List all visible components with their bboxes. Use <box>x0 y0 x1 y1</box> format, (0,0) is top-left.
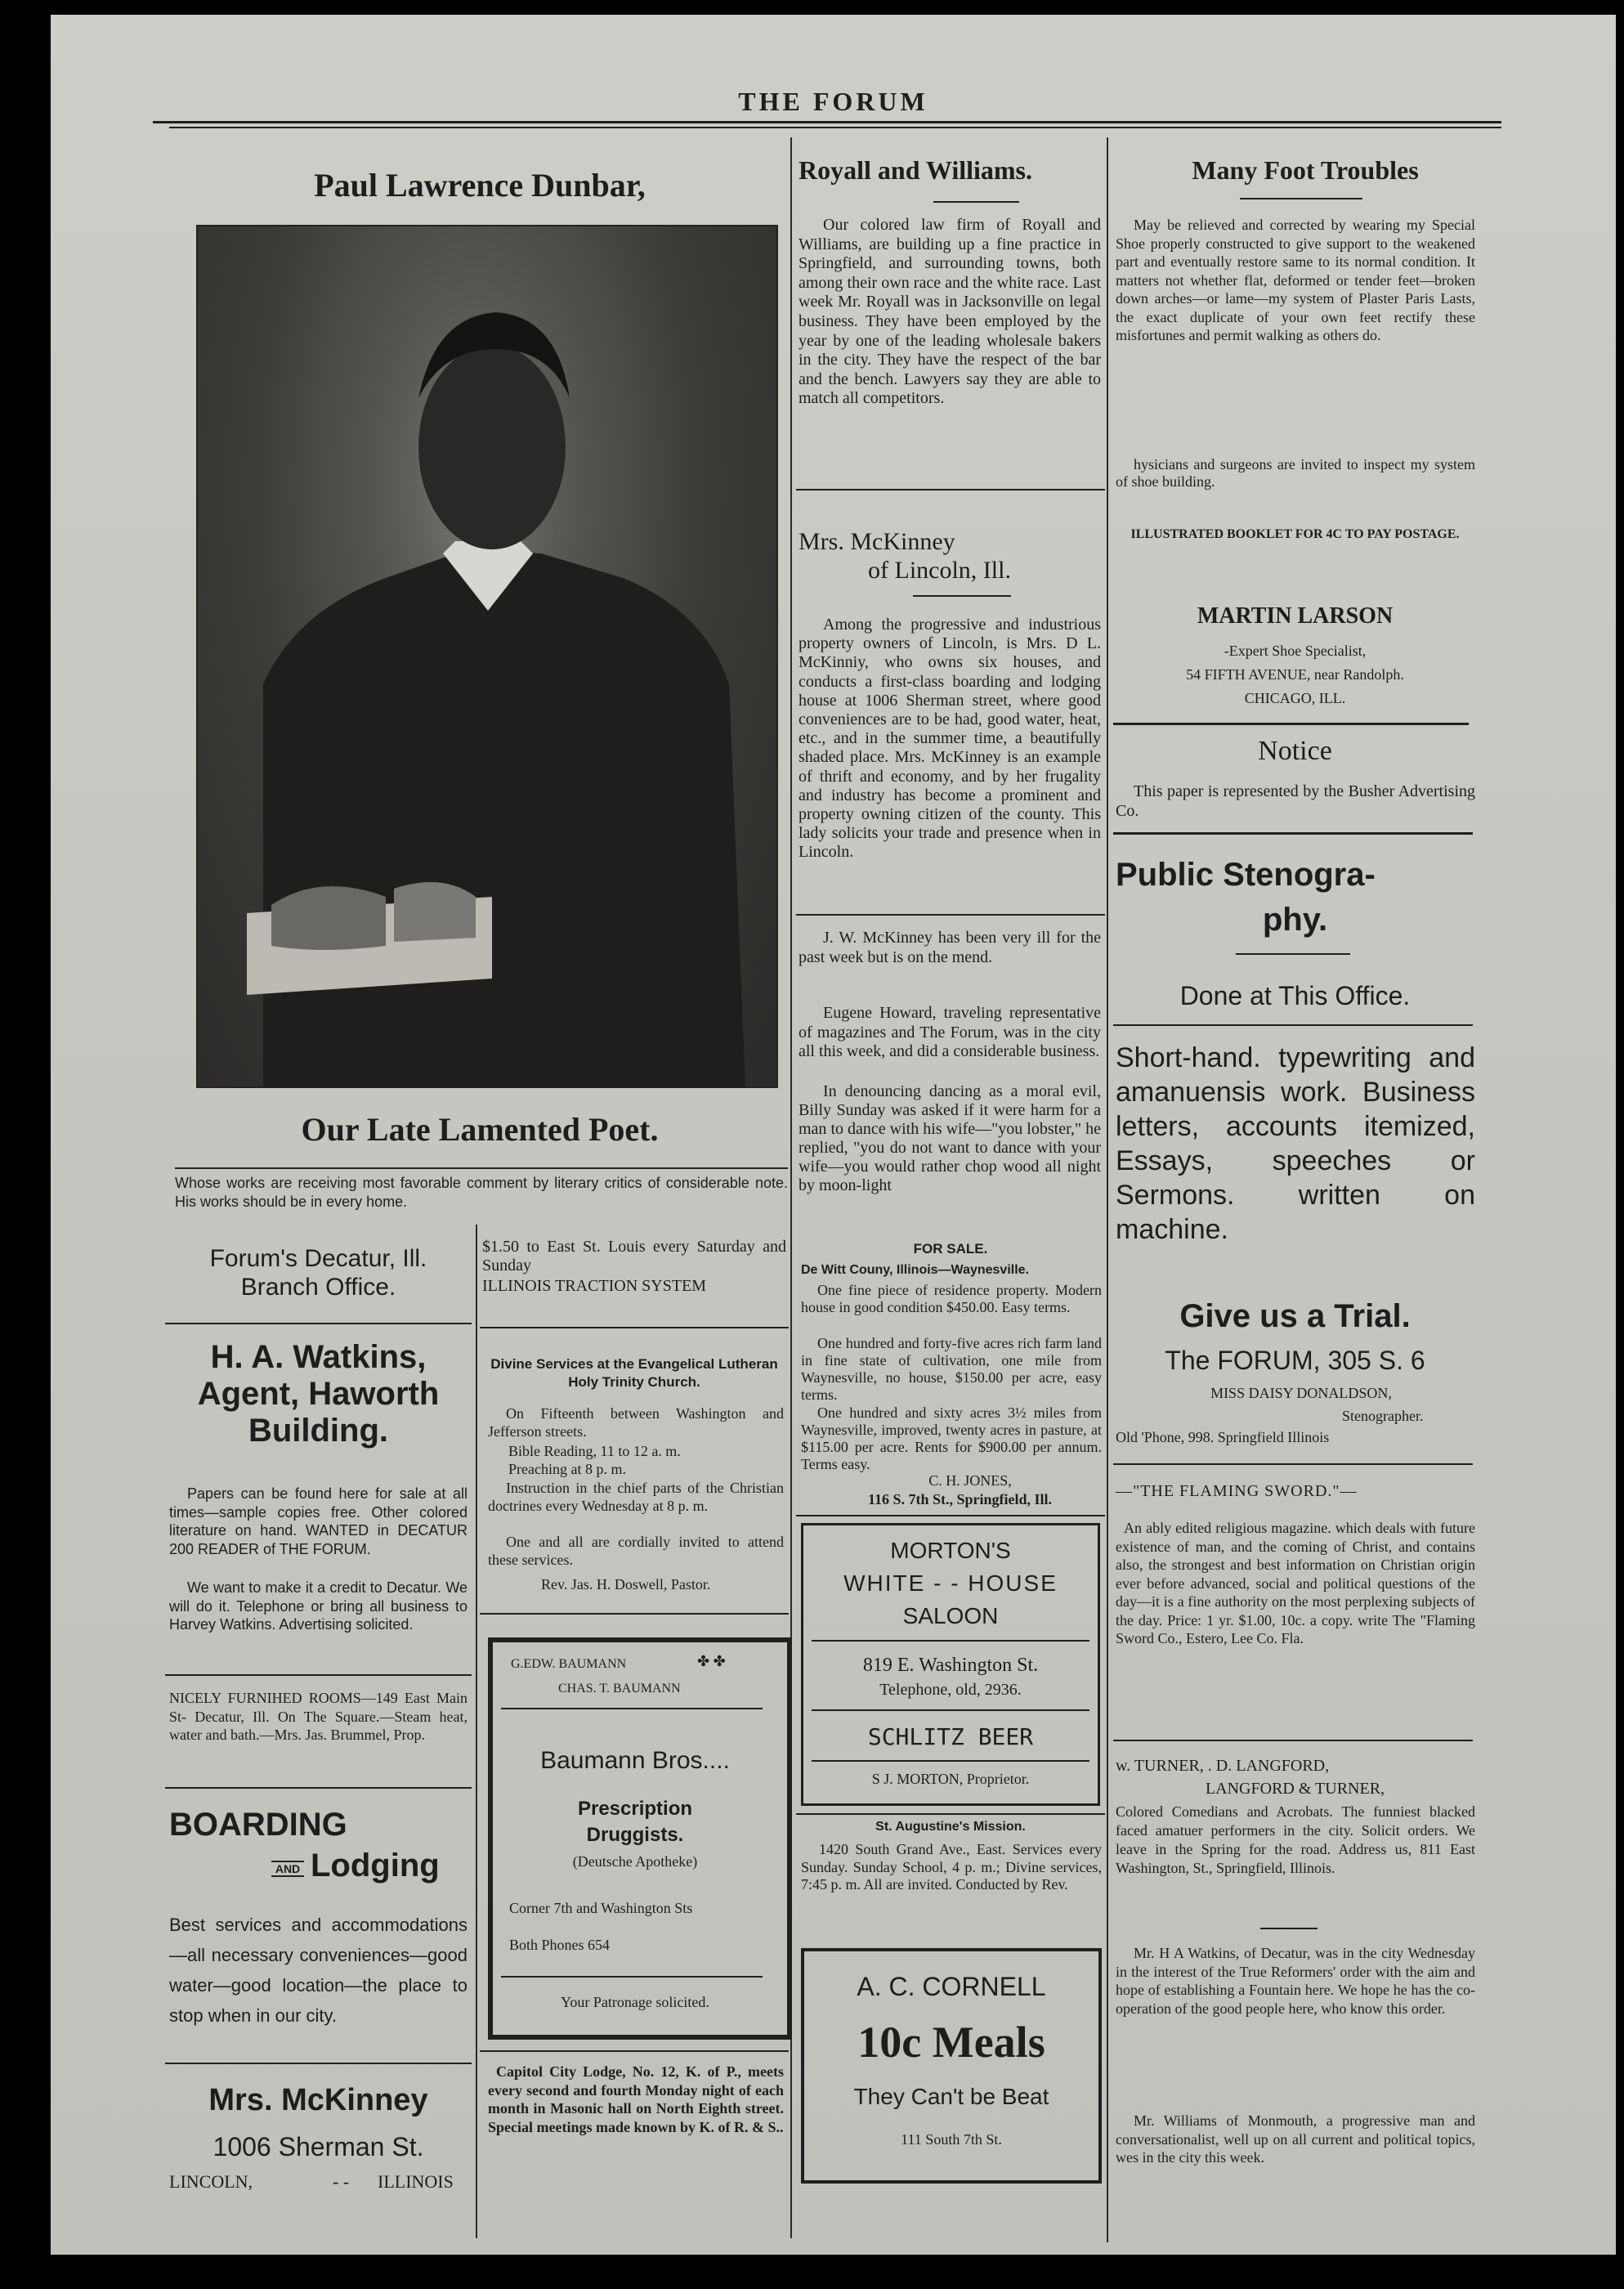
foot-city: CHICAGO, ILL. <box>1244 690 1346 706</box>
church-instruction: Instruction in the chief parts of the Christian doctrines every Wednesday at 8 p. m. <box>488 1480 784 1514</box>
decatur-rule <box>165 1323 472 1324</box>
boarding-title2: Lodging <box>311 1848 440 1884</box>
morton-address: 819 E. Washington St. <box>862 1655 1039 1676</box>
baumann-name1: G.EDW. BAUMANN <box>511 1657 627 1671</box>
steno-trial: Give us a Trial. <box>1179 1298 1411 1334</box>
steno-end-rule <box>1113 1463 1473 1465</box>
baumann-name2: CHAS. T. BAUMANN <box>558 1682 681 1695</box>
decatur-title1: Forum's Decatur, Ill. <box>209 1245 427 1272</box>
church-preaching: Preaching at 8 p. m. <box>508 1461 626 1477</box>
baumann-box <box>488 1637 792 2040</box>
boarding-body: Best services and accommodations—all necessary conveniences—good water—good location—the place to stop when in our city. <box>169 1915 468 2026</box>
steno-phone: Old 'Phone, 998. Springfield Illinois <box>1116 1429 1330 1445</box>
masthead-rule <box>153 121 1501 123</box>
morton-beer: SCHLITZ BEER <box>867 1723 1034 1750</box>
steno-body: Short-hand. typewriting and amanuensis work. Business letters, accounts itemized, Essays, speeches or Sermons. written on machine. <box>1116 1042 1475 1245</box>
forsale-farm2: One hundred and sixty acres 3½ miles from Waynesville, improved, twenty acres in pasture, at $115.00 per acre. Rents for $900.00 per annum. Terms easy. <box>801 1404 1102 1472</box>
forsale-address: 116 S. 7th St., Springfield, Ill. <box>868 1491 1053 1507</box>
baumann-corner: Corner 7th and Washington Sts <box>509 1900 693 1916</box>
baumann-phones: Both Phones 654 <box>509 1937 611 1953</box>
dunbar-caption: Our Late Lamented Poet. <box>301 1111 659 1148</box>
mckinney-article-title1: Mrs. McKinney <box>799 528 955 555</box>
augustine-title: St. Augustine's Mission. <box>875 1820 1026 1834</box>
mckinney-note-3: In denouncing dancing as a moral evil, Billy Sunday was asked if it were harm for a man to dance with his wife—"you lobster," he replied, "you do not want to dance with your wife—you would rather chop wood all night by moon-light <box>799 1082 1101 1194</box>
morton-proprietor: S J. MORTON, Proprietor. <box>871 1771 1030 1787</box>
morton-rule-3 <box>812 1760 1089 1762</box>
royall-end-rule <box>796 489 1105 490</box>
langford-rule <box>1260 1928 1318 1929</box>
foot-end-rule <box>1113 723 1469 725</box>
masthead: THE FORUM <box>738 87 928 116</box>
boarding-rule <box>165 2063 472 2064</box>
foot-note: hysicians and surgeons are invited to inspect my system of shoe building. <box>1116 456 1475 490</box>
cornell-box <box>801 1948 1102 2184</box>
cornell-name: A. C. CORNELL <box>857 1972 1046 2001</box>
foot-role: -Expert Shoe Specialist, <box>1224 643 1367 659</box>
augustine-body: 1420 South Grand Ave., East. Services every Sunday. Sunday School, 4 p. m.; Divine services, 7:45 p. m. All are invited. Conducted by Rev. <box>801 1841 1102 1893</box>
steno-role: Stenographer. <box>1342 1408 1424 1424</box>
mckinney-note-1: J. W. McKinney has been very ill for the past week but is on the mend. <box>799 929 1101 966</box>
masthead-rule-2 <box>169 127 1501 128</box>
notice-body: This paper is represented by the Busher Advertising Co. <box>1116 782 1475 820</box>
morton-line2: WHITE - - HOUSE <box>843 1570 1058 1596</box>
column-rule-2 <box>1107 137 1108 2242</box>
steno-forum: The FORUM, 305 S. 6 <box>1165 1346 1425 1375</box>
langford-firm: LANGFORD & TURNER, <box>1205 1780 1385 1798</box>
sword-body: An ably edited religious magazine. which deals with future existence of man, and the coming of Christ, and contains also, the strongest and best information on Christian origin ever before advanced, social and political questions of the day—it is a fine authority on the most perplexing subjects of the day. Price: 1 yr. $1.00, 10c. a copy. write The "Flaming Sword Co., Estero, Lee Co. Fla. <box>1116 1520 1475 1646</box>
steno-rule-2 <box>1113 1024 1473 1026</box>
steno-line1: Public Stenogra- <box>1116 857 1376 893</box>
forsale-county: De Witt Couny, Illinois—Waynesville. <box>801 1263 1030 1277</box>
foot-body: May be relieved and corrected by wearing my Special Shoe properly constructed to give support to the weakened part and eventually restore same to its normal condition. It matters not whether flat, deformed or tender feet—broken down arches—or lame—my system of Plaster Paris Lasts, the exact duplicate of your own feet rectify these misfortunes and permit walking as others do. <box>1116 217 1475 343</box>
church-bible: Bible Reading, 11 to 12 a. m. <box>508 1443 681 1459</box>
morton-rule-2 <box>812 1709 1089 1711</box>
mckinney-article-body: Among the progressive and industrious property owners of Lincoln, is Mrs. D L. McKinniy, who owns six houses, and conducts a first-class boarding and lodging house at 1006 Sherman street, where good conveniences are to be had, good water, heat, etc., and in the summer time, a beautifully shaded place. Mrs. McKinney is an example of thrift and economy, and by her frugality and industry has become a prominent and property owning citizen of the county. This lady solicits your trade and presence when in Lincoln. <box>799 616 1101 862</box>
foot-title: Many Foot Troubles <box>1192 155 1419 185</box>
dunbar-title: Paul Lawrence Dunbar, <box>314 167 646 204</box>
baumann-end-rule <box>480 2050 789 2052</box>
traction-line1: $1.50 to East St. Louis every Saturday and Sunday <box>482 1238 786 1274</box>
baumann-sub3: (Deutsche Apotheke) <box>572 1853 698 1870</box>
boarding-name: Mrs. McKinney <box>208 2083 428 2117</box>
decatur-head3: Building. <box>248 1413 389 1449</box>
portrait-image <box>198 226 776 1086</box>
steno-line2: phy. <box>1262 902 1328 938</box>
langford-names: w. TURNER, . D. LANGFORD, <box>1116 1757 1330 1775</box>
foot-rule <box>1240 198 1362 199</box>
forsale-name: C. H. JONES, <box>928 1472 1012 1489</box>
decatur-body: Papers can be found here for sale at all times—sample copies free. Other colored literature on hand. WANTED in DECATUR 200 READER of THE FORUM. <box>169 1485 468 1557</box>
foot-name: MARTIN LARSON <box>1197 603 1394 629</box>
forsale-farm1: One hundred and forty-five acres rich farm land in fine state of cultivation, one mile from Waynesville, no house, $150.00 per acre, easy terms. <box>801 1335 1102 1403</box>
baumann-rule <box>501 1708 763 1709</box>
column-rule-1 <box>790 137 792 1237</box>
mckinney-article-title2: of Lincoln, Ill. <box>868 557 1011 584</box>
decatur-head2: Agent, Haworth <box>197 1376 440 1412</box>
morton-rule <box>812 1640 1089 1642</box>
williams-note: Mr. Williams of Monmouth, a progressive man and conversationalist, well up on all current and political topics, wes in the city this week. <box>1116 2112 1475 2166</box>
forsale-body: One fine piece of residence property. Modern house in good condition $450.00. Easy terms. <box>801 1282 1102 1315</box>
morton-line3: SALOON <box>902 1603 999 1628</box>
boarding-city-dash: - - <box>333 2171 350 2192</box>
traction-line2: ILLINOIS TRACTION SYSTEM <box>482 1277 707 1295</box>
baumann-sub2: Druggists. <box>586 1824 684 1846</box>
traction-rule <box>480 1327 789 1328</box>
column-rule-3 <box>476 1225 477 2238</box>
church-body: On Fifteenth between Washington and Jefferson streets. <box>488 1405 784 1440</box>
langford-body: Colored Comedians and Acrobats. The funniest blacked faced amatuer performers in the city. Solicit orders. We leave in the Spring for the road. Address us, 811 East Washington, St., Springfield, Illinois. <box>1116 1803 1475 1876</box>
boarding-and: AND <box>271 1861 304 1877</box>
church-invite: One and all are cordially invited to attend these services. <box>488 1534 784 1568</box>
mckinney-rule <box>913 595 1011 597</box>
rooms-rule <box>165 1787 472 1789</box>
newspaper-page <box>51 15 1616 2255</box>
watkins-note: Mr. H A Watkins, of Decatur, was in the city Wednesday in the interest of the True Reformers' order with the aim and hope of establishing a Fountain here. We hope he has the co-operation of the good people here, who know this order. <box>1116 1945 1475 2017</box>
boarding-address: 1006 Sherman St. <box>213 2132 424 2161</box>
foot-address: 54 FIFTH AVENUE, near Randolph. <box>1186 666 1404 683</box>
boarding-title1: BOARDING <box>169 1807 347 1843</box>
cornell-address: 111 South 7th St. <box>901 2131 1002 2148</box>
decatur-end-rule <box>165 1674 472 1676</box>
forsale-title: FOR SALE. <box>913 1241 988 1256</box>
steno-rule <box>1236 953 1350 955</box>
church-title: Divine Services at the Evangelical Lutheran Holy Trinity Church. <box>490 1356 778 1390</box>
capitol-lodge: Capitol City Lodge, No. 12, K. of P., meets every second and fourth Monday night of each month in Masonic hall on North Eighth street. Special meetings made known by K. of R. & S.. <box>488 2063 784 2135</box>
church-rule <box>480 1613 789 1615</box>
royall-body: Our colored law firm of Royall and Williams, are building up a fine practice in Springfield, and surrounding towns, both among their own race and the white race. Last week Mr. Royall was in Jacksonville on legal business. They have been employed by the year by one of the leading wholesale bakers in the city. They have the respect of the bar and the bench. Lawyers say they are able to match all competitors. <box>799 216 1101 408</box>
mckinney-end-rule <box>796 914 1105 916</box>
notice-title: Notice <box>1258 736 1332 766</box>
royall-title: Royall and Williams. <box>799 155 1032 185</box>
decorative-stars: ✤ ✤ <box>697 1653 726 1669</box>
dunbar-portrait <box>196 225 778 1088</box>
sword-end-rule <box>1113 1740 1473 1741</box>
steno-line3: Done at This Office. <box>1179 981 1411 1010</box>
baumann-rule-2 <box>501 1976 763 1978</box>
forsale-rule <box>796 1515 1105 1516</box>
boarding-city-left: LINCOLN, <box>169 2171 253 2192</box>
foot-booklet: ILLUSTRATED BOOKLET FOR 4C TO PAY POSTAGE. <box>1130 527 1460 541</box>
morton-end-rule <box>796 1813 1105 1815</box>
cornell-beat: They Can't be Beat <box>853 2084 1049 2109</box>
rooms-ad: NICELY FURNIHED ROOMS—149 East Main St- Decatur, Ill. On The Square.—Steam heat, water and bath.—Mrs. Jas. Brummel, Prop. <box>169 1690 468 1743</box>
decatur-head1: H. A. Watkins, <box>210 1339 427 1375</box>
mckinney-note-2: Eugene Howard, traveling representative of magazines and The Forum, was in the city all this week, and did a considerable business. <box>799 1004 1101 1061</box>
baumann-title: Baumann Bros.... <box>540 1747 730 1774</box>
morton-line1: MORTON'S <box>890 1538 1011 1563</box>
baumann-patron: Your Patronage solicited. <box>561 1994 709 2010</box>
sword-title: —"THE FLAMING SWORD."— <box>1116 1482 1358 1500</box>
morton-box <box>801 1523 1100 1806</box>
notice-rule <box>1113 832 1473 835</box>
decatur-body2: We want to make it a credit to Decatur. We will do it. Telephone or bring all business to Harvey Watkins. Advertising solicited. <box>169 1579 468 1633</box>
dunbar-subcaption: Whose works are receiving most favorable comment by literary critics of considerable note. His works should be in every home. <box>175 1167 788 1212</box>
decatur-title2: Branch Office. <box>240 1274 396 1301</box>
royall-rule <box>933 201 1019 203</box>
steno-miss: MISS DAISY DONALDSON, <box>1210 1385 1392 1401</box>
cornell-meals: 10c Meals <box>857 2018 1045 2067</box>
baumann-sub1: Prescription <box>577 1798 693 1820</box>
boarding-city-right: ILLINOIS <box>378 2171 454 2192</box>
morton-telephone: Telephone, old, 2936. <box>879 1681 1022 1699</box>
church-pastor: Rev. Jas. H. Doswell, Pastor. <box>541 1576 711 1592</box>
